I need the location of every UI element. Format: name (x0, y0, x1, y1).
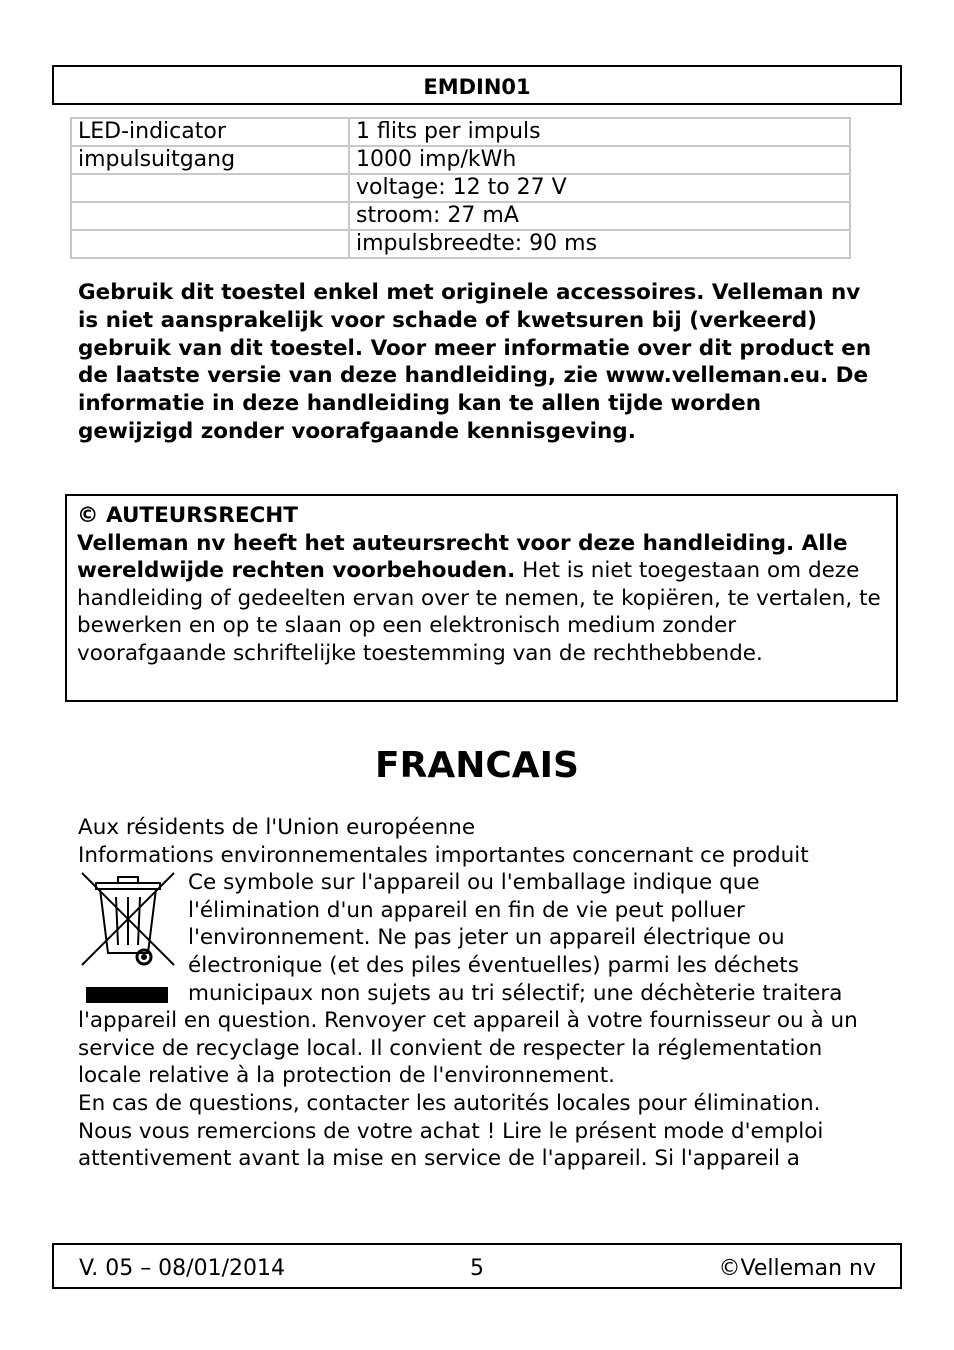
spec-value: voltage: 12 to 27 V (349, 174, 850, 202)
table-row (71, 174, 850, 202)
questions-line: En cas de questions, contacter les autorités locales pour élimination. (78, 1090, 821, 1116)
french-section (78, 814, 878, 1173)
copyright-bold-text: Velleman nv heeft het auteursrecht voor deze handleiding. Alle wereldwijde rechten voorbehouden. (77, 530, 848, 584)
copyright-body (77, 530, 886, 668)
crossed-out-wheelie-bin-icon (78, 869, 178, 999)
page-footer (52, 1243, 902, 1289)
spec-value: 1000 imp/kWh (349, 146, 850, 174)
thanks-text: Nous vous remercions de votre achat ! Lire le présent mode d'emploi attentivement avant la mise en service de l'appareil. Si l'appareil a (78, 1118, 824, 1172)
copyright-title: © AUTEURSRECHT (77, 503, 298, 528)
weee-paragraph (78, 869, 878, 1090)
table-row (71, 146, 850, 174)
weee-black-bar (86, 987, 168, 1003)
spec-value: stroom: 27 mA (349, 202, 850, 230)
footer-page-number: 5 (470, 1256, 484, 1281)
table-row (71, 230, 850, 258)
eu-residents-line: Aux résidents de l'Union européenne (78, 815, 476, 840)
disclaimer-text: Gebruik dit toestel enkel met originele accessoires. Velleman nv is niet aansprakelijk voor schade of kwetsuren bij (verkeerd) gebruik van dit toestel. Voor meer informatie over dit product en de laatste versie van deze handleiding, zie www.velleman.eu. De informatie in deze handleiding kan te allen tijde worden gewijzigd zonder voorafgaande kennisgeving. (78, 280, 872, 444)
footer-copyright: ©Velleman nv (718, 1256, 876, 1281)
spec-table (70, 117, 851, 259)
copyright-box (65, 494, 898, 702)
model-number: EMDIN01 (423, 75, 531, 99)
spec-label: LED-indicator (71, 118, 349, 146)
table-row (71, 118, 850, 146)
spec-label (71, 174, 349, 202)
environment-info-line: Informations environnementales importantes concernant ce produit (78, 842, 809, 868)
footer-version: V. 05 – 08/01/2014 (79, 1256, 285, 1281)
spec-label: impulsuitgang (71, 146, 349, 174)
weee-text: Ce symbole sur l'appareil ou l'emballage indique que l'élimination d'un appareil en fin de vie peut polluer l'environnement. Ne pas jeter un appareil électrique ou électronique (et des piles éventuelles) parmi les déchets municipaux non sujets au tri sélectif; une déchèterie traitera l'appareil en question. Renvoyer cet appareil à votre fournisseur ou à un service de recyclage local. Il convient de respecter la réglementation locale relative à la protection de l'environnement. (78, 870, 858, 1089)
section-title: FRANCAIS (375, 745, 579, 786)
table-row (71, 202, 850, 230)
spec-label (71, 202, 349, 230)
copyright-text: Het is niet toegestaan om deze handleiding of gedeelten ervan over te nemen, te kopiëren, te vertalen, te bewerken en op te slaan op een elektronisch medium zonder voorafgaande schriftelijke toestemming van de rechthebbende. (77, 558, 881, 666)
spec-label (71, 230, 349, 258)
spec-value: 1 flits per impuls (349, 118, 850, 146)
page-header (52, 65, 902, 105)
spec-value: impulsbreedte: 90 ms (349, 230, 850, 258)
